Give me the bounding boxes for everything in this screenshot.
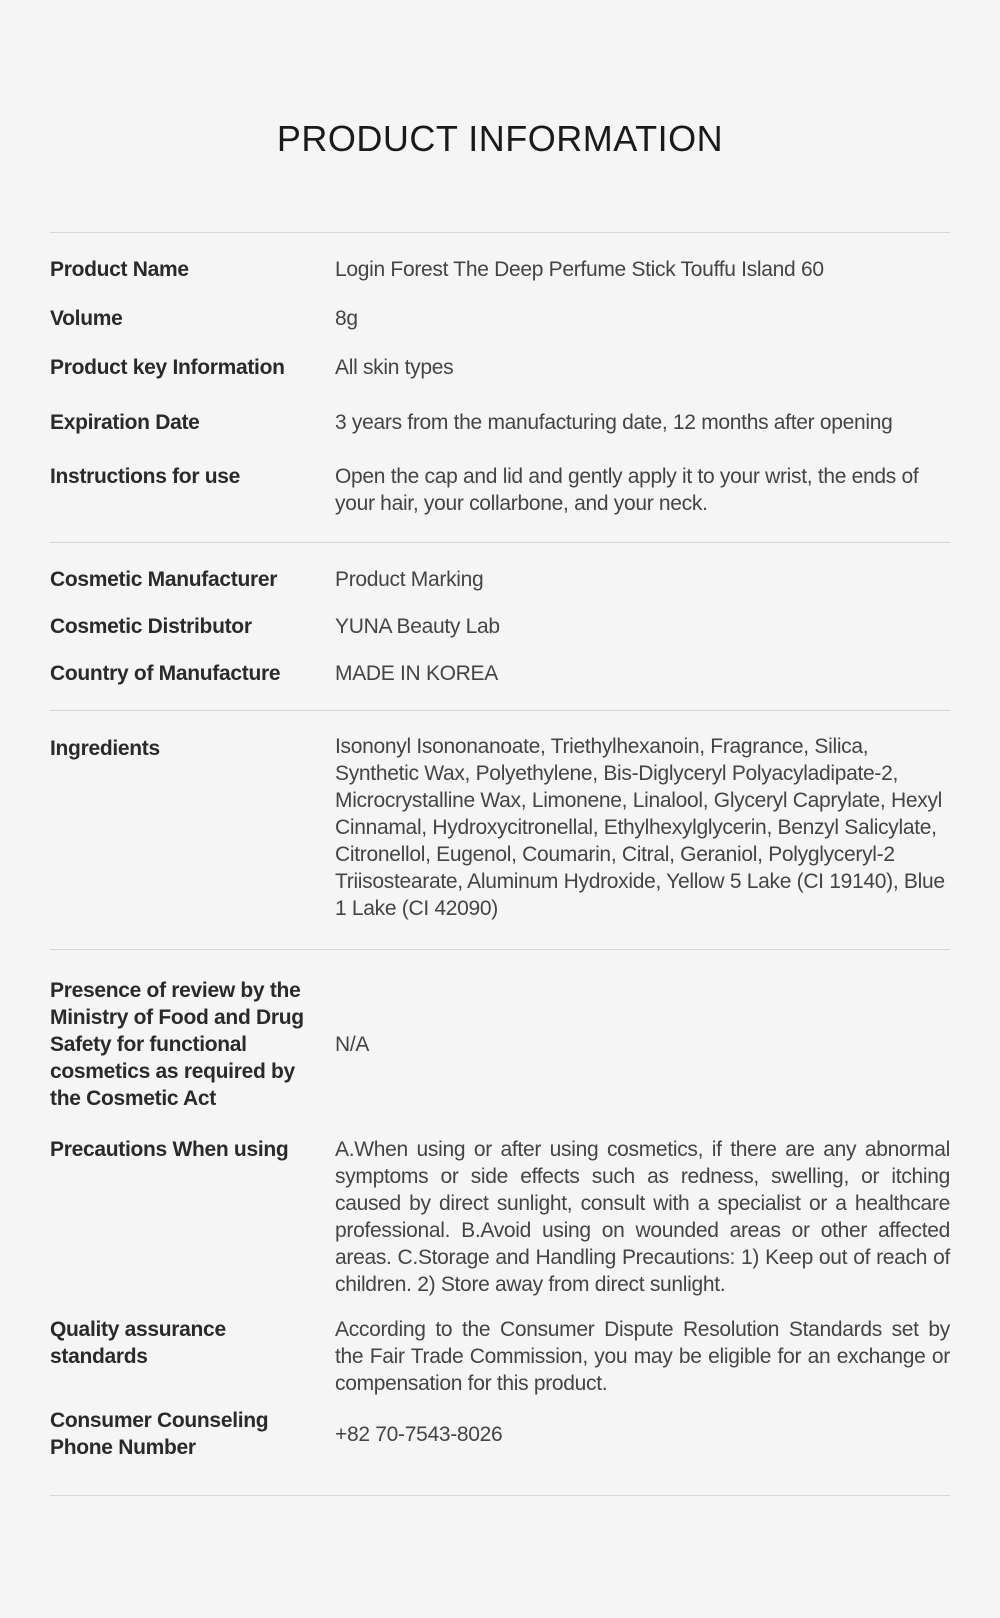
row-value-country: MADE IN KOREA (335, 662, 498, 685)
row-label-manufacturer: Cosmetic Manufacturer (50, 568, 278, 591)
row-value-distributor: YUNA Beauty Lab (335, 615, 500, 638)
row-label-distributor: Cosmetic Distributor (50, 615, 252, 638)
row-value-manufacturer: Product Marking (335, 568, 484, 591)
row-label-quality: Quality assurance standards (50, 1318, 226, 1368)
row-label-volume: Volume (50, 307, 123, 330)
row-value-quality: According to the Consumer Dispute Resolution Standards set by the Fair Trade Commission, you may be eligible for an exchange or compensation for this product. (335, 1318, 950, 1395)
top-divider (50, 232, 950, 233)
row-label-key-info: Product key Information (50, 356, 285, 379)
section-divider (50, 949, 950, 950)
row-label-country: Country of Manufacture (50, 662, 281, 685)
row-value-volume: 8g (335, 307, 358, 330)
row-value-precautions: A.When using or after using cosmetics, if there are any abnormal symptoms or side effects such as redness, swelling, or itching caused by direct sunlight, consult with a specialist or a healthcare professional. B.Avoid using on wounded areas or other affected areas. C.Storage and Handling Precautions: 1) Keep out of reach of children. 2) Store away from direct sunlight. (335, 1138, 950, 1296)
row-label-expiration: Expiration Date (50, 411, 200, 434)
row-value-mfds-review: N/A (335, 1033, 370, 1056)
section-divider (50, 710, 950, 711)
row-label-phone: Consumer Counseling Phone Number (50, 1409, 269, 1459)
section-divider (50, 542, 950, 543)
row-label-instructions: Instructions for use (50, 465, 241, 488)
row-label-ingredients: Ingredients (50, 737, 160, 760)
row-label-mfds-review: Presence of review by the Ministry of Food and Drug Safety for functional cosmetics as required by the Cosmetic Act (50, 979, 304, 1110)
row-value-phone: +82 70-7543-8026 (335, 1423, 503, 1446)
row-value-expiration: 3 years from the manufacturing date, 12 months after opening (335, 411, 893, 434)
bottom-divider (50, 1495, 950, 1496)
row-value-instructions: Open the cap and lid and gently apply it to your wrist, the ends of your hair, your collarbone, and your neck. (335, 465, 919, 515)
row-value-key-info: All skin types (335, 356, 454, 379)
row-label-precautions: Precautions When using (50, 1138, 289, 1161)
row-label-product-name: Product Name (50, 258, 189, 281)
row-value-product-name: Login Forest The Deep Perfume Stick Touffu Island 60 (335, 258, 824, 281)
page-title: PRODUCT INFORMATION (276, 118, 724, 159)
row-value-ingredients: Isononyl Isononanoate, Triethylhexanoin, Fragrance, Silica, Synthetic Wax, Polyethylene, Bis-Diglyceryl Polyacyladipate-2, Microcrystalline Wax, Limonene, Linalool, Glyceryl Caprylate, Hexyl Cinnamal, Hydroxycitronellal, Ethylhexylglycerin, Benzyl Salicylate, Citronellol, Eugenol, Coumarin, Citral, Geraniol, Polyglyceryl-2 Triisostearate, Aluminum Hydroxide, Yellow 5 Lake (CI 19140), Blue 1 Lake (CI 42090) (335, 735, 945, 920)
